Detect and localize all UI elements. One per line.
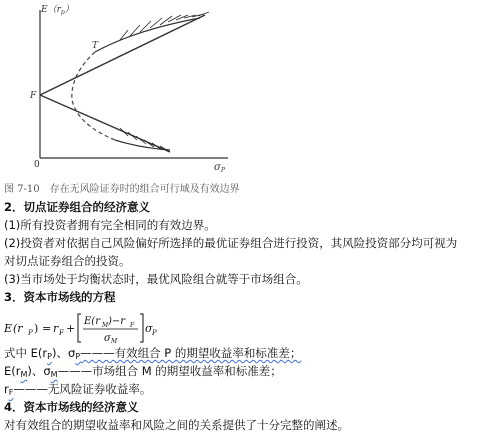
definition-line-1: 式中 $E(r_P)$、$\sigma_P———$有效组合 P 的期望收益率和标准差； [4,346,302,361]
origin-label: 0 [34,160,40,170]
definition-line-2: $E(r_M)$、$\sigma_M———$市场组合 M 的期望收益率和标准差； [4,364,282,379]
section-4-paragraph: 对有效组合的期望收益率和风险之间的关系提供了十分完整的阐述。 [4,418,349,432]
section-2-point-1: (1)所有投资者拥有完全相同的有效边界。 [4,218,216,232]
risky-frontier-dashed [72,52,115,140]
section-2-point-3: (3)当市场处于均衡状态时，最优风险组合就等于市场组合。 [4,272,308,286]
svg-text:F: F [130,322,135,329]
svg-text:F: F [59,329,64,337]
efficient-frontier-curve [95,18,200,52]
y-axis-label: $E(r_p)$ [41,5,74,16]
svg-text:E(r: E(r [84,316,100,327]
svg-text:r: r [53,322,59,335]
section-2-title: 2．切点证券组合的经济意义 [4,200,151,214]
section-4-title: 4．资本市场线的经济意义 [4,400,139,414]
section-2-point-2b: 对切点证券组合的投资。 [4,254,131,268]
svg-text:P: P [152,329,157,337]
figure-caption: 图 7-10 存在无风险证券时的组合可行域及有效边界 [4,184,240,195]
svg-text:σ: σ [145,322,153,335]
svg-text:M: M [102,322,109,329]
point-f-label: F [30,91,37,101]
svg-text:σ: σ [104,333,111,344]
x-axis-label: $\sigma_P$ [214,162,225,174]
svg-text:)−r: )−r [108,316,126,327]
svg-text:P: P [28,329,33,337]
definition-line-3: $r_F———$无风险证券收益率。 [4,382,152,397]
svg-text:(r: (r [13,322,23,335]
svg-text:E: E [4,322,13,335]
capital-market-line [40,15,205,95]
point-t-label: T [92,41,99,51]
svg-text:+: + [66,322,76,335]
section-2-point-2a: (2)投资者对依据自己风险偏好所选择的最优证券组合进行投资，其风险投资部分均可视为 [4,236,458,250]
svg-text:M: M [111,338,118,345]
section-3-title: 3．资本市场线的方程 [4,290,116,304]
lower-boundary-line [40,95,170,152]
efficient-frontier-figure [0,0,260,178]
svg-text:=: = [42,322,52,335]
svg-text:): ) [34,322,39,335]
cml-formula [4,311,174,345]
